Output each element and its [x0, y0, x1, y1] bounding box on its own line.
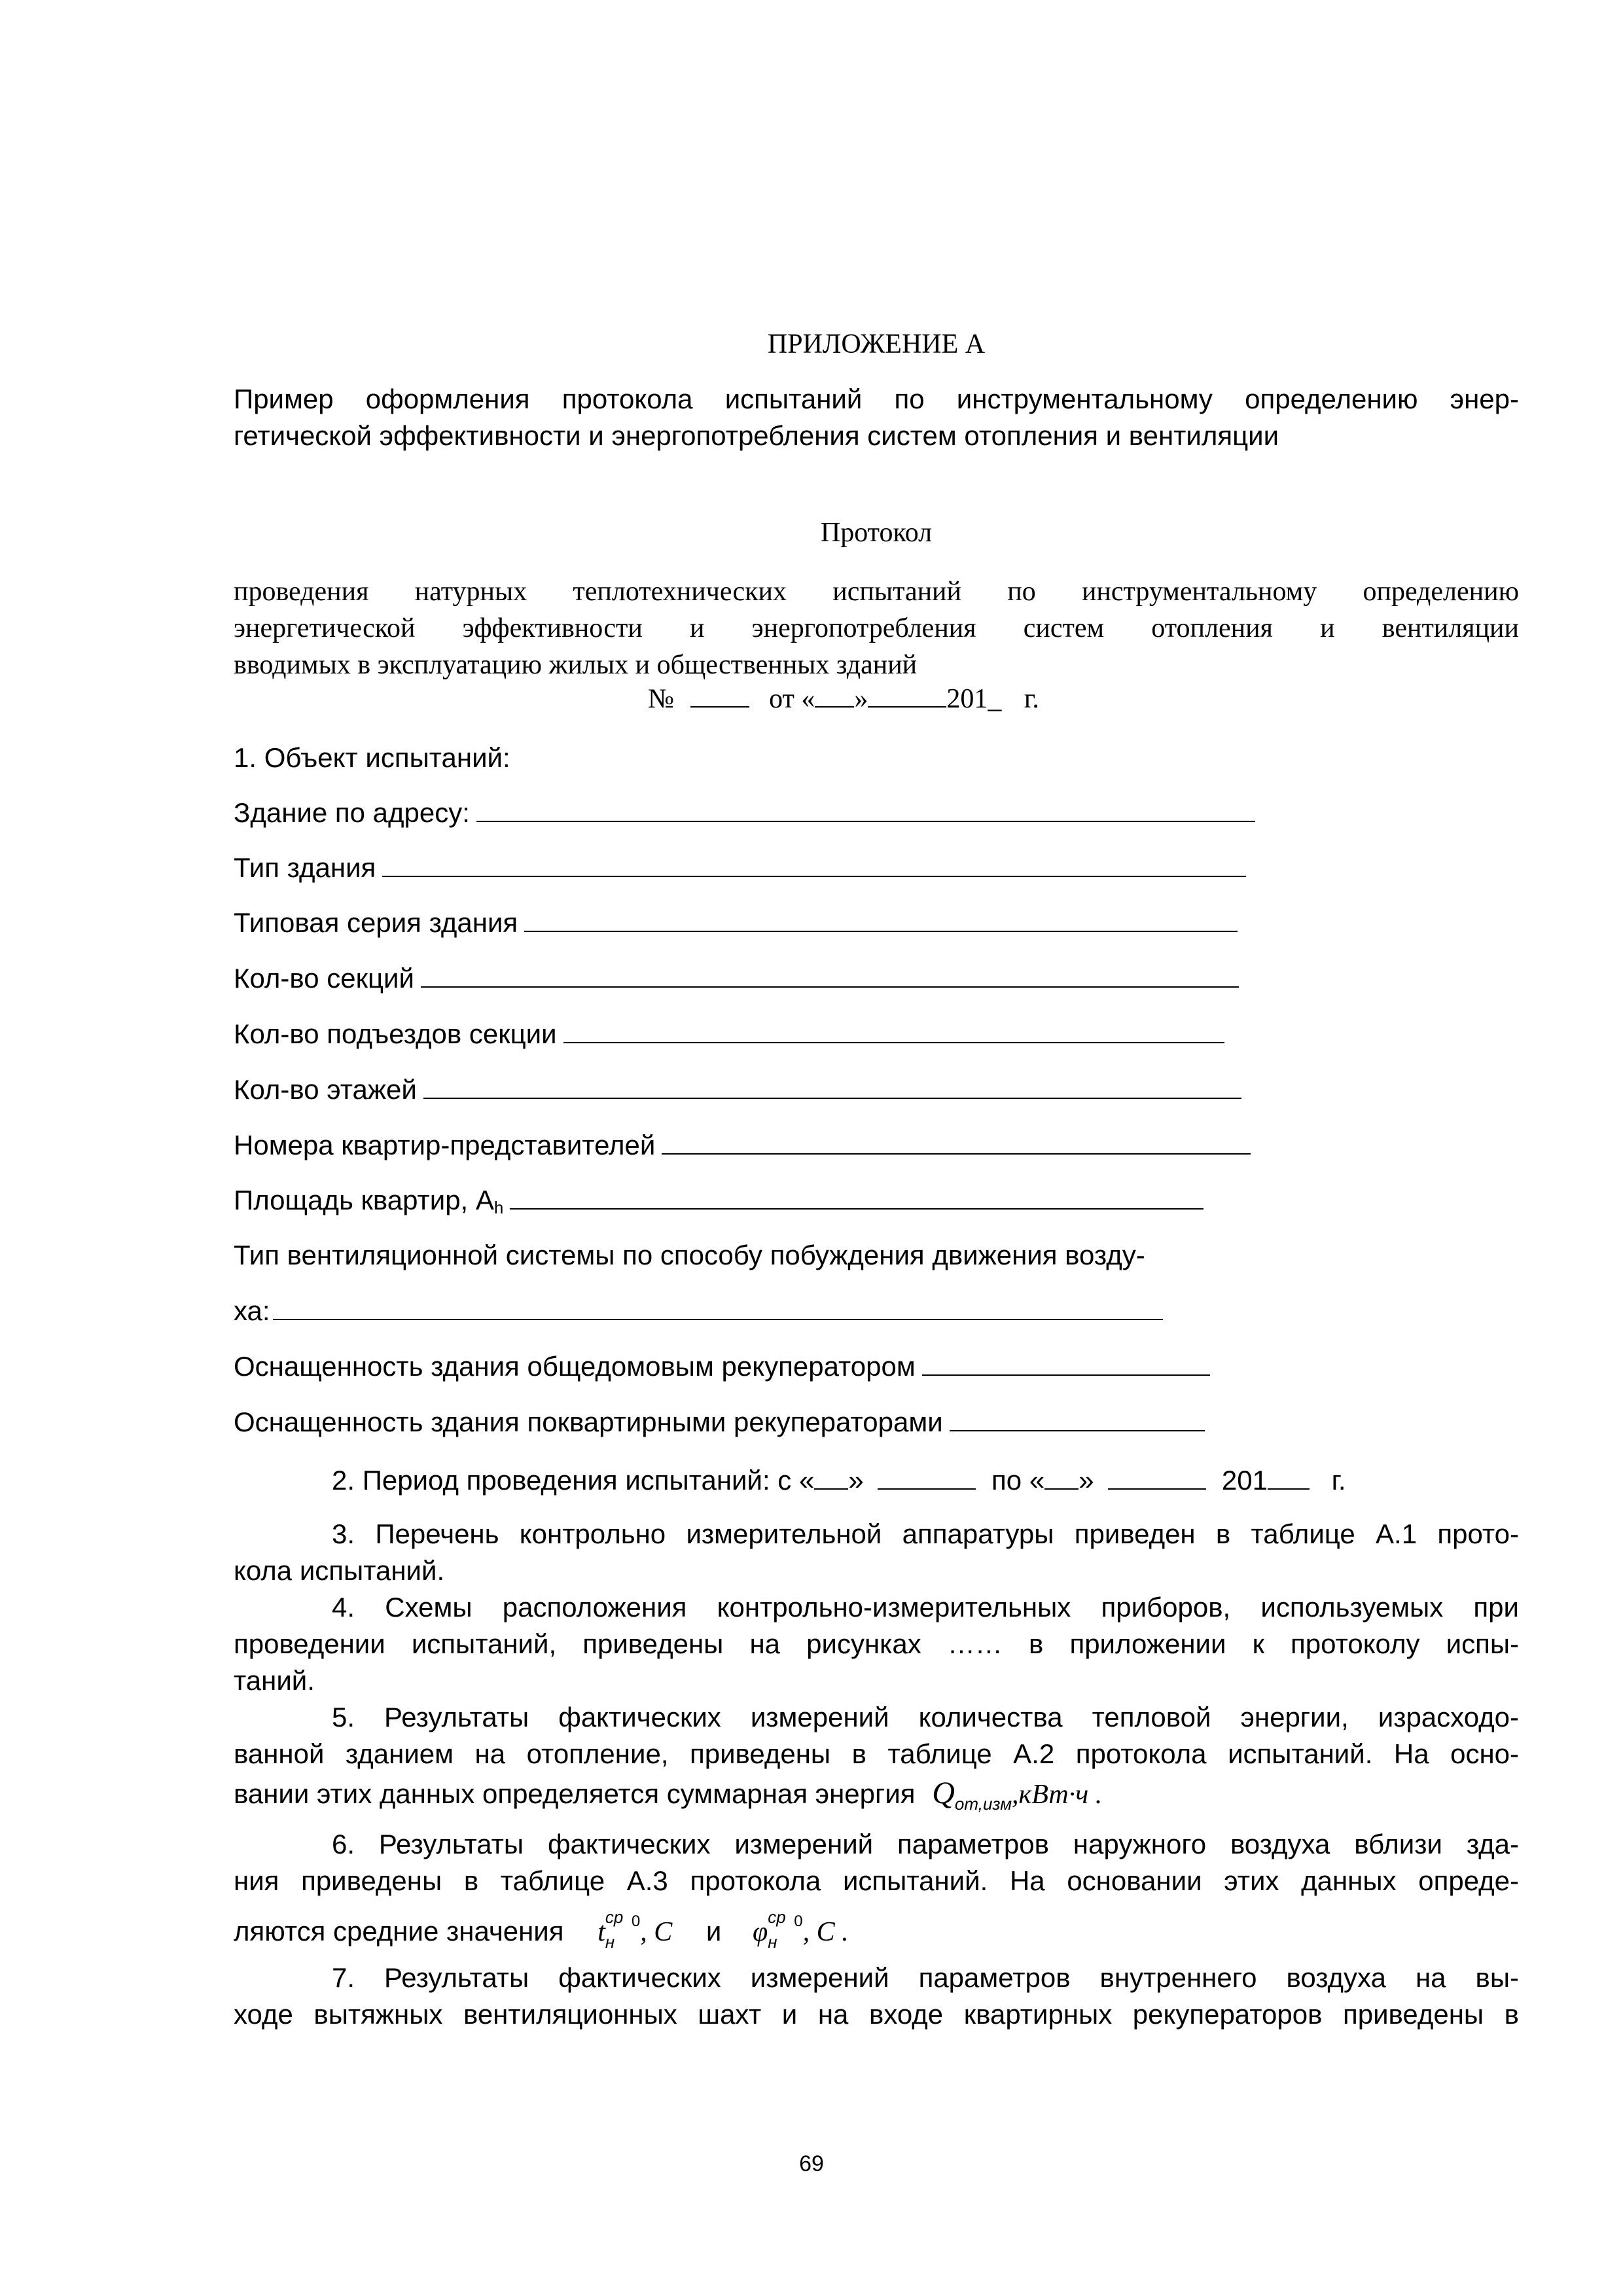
formula-q-unit: ,кВт·ч . [1012, 1780, 1103, 1810]
period-quote: » [1079, 1465, 1094, 1496]
formula-phi-sub: н [768, 1932, 777, 1952]
year-suffix: г. [1024, 684, 1039, 714]
period-year: 201 [1221, 1465, 1268, 1496]
month-blank [868, 681, 946, 708]
formula-q-subscript: от,изм [954, 1794, 1012, 1814]
field-common-recuperator [234, 1348, 1210, 1385]
item-line-with-formula [234, 1899, 1519, 1954]
item-3 [234, 1516, 1519, 1589]
field-label: Типовая серия здания [234, 907, 518, 938]
field-series [234, 905, 1238, 941]
formula-phi-indices [768, 1907, 794, 1952]
apartments-blank [662, 1127, 1251, 1155]
period-text: 2. Период проведения испытаний: с « [332, 1465, 815, 1496]
field-label: Кол-во секций [234, 963, 414, 994]
item-line: ванной зданием на отопление, приведены в таблице А.2 протокола испытаний. На осно- [234, 1738, 1519, 1769]
area-subscript: h [493, 1198, 504, 1217]
field-label: Тип здания [234, 852, 376, 883]
field-building-type [234, 850, 1246, 886]
intro-paragraph [234, 381, 1519, 454]
field-label: Номера квартир-представителей [234, 1130, 656, 1160]
item-line: кола испытаний. [234, 1555, 445, 1586]
from-label: от « [769, 684, 815, 714]
floors-blank [423, 1071, 1241, 1099]
period-po: по « [991, 1465, 1045, 1496]
period-quote: » [848, 1465, 864, 1496]
page-number: 69 [799, 2151, 824, 2176]
formula-t [597, 1899, 672, 1954]
period-g: г. [1331, 1465, 1346, 1496]
item-text: вании этих данных определяется суммарная энергия [234, 1778, 916, 1809]
item-line-with-formula [234, 1772, 1519, 1825]
item-line: 3. Перечень контрольно измерительной аппаратуры приведен в таблице А.1 прото- [332, 1518, 1519, 1549]
item-line: проведении испытаний, приведены на рисунках …… в приложении к протоколу испы- [234, 1628, 1519, 1659]
period-day-from-blank [814, 1463, 848, 1490]
field-floors [234, 1071, 1241, 1108]
formula-t-sub: н [605, 1932, 615, 1952]
intro-line: Пример оформления протокола испытаний по инструментальному определению энер- [234, 384, 1519, 414]
number-blank [690, 681, 749, 708]
day-blank [815, 681, 854, 708]
item-7 [234, 1960, 1519, 2033]
year-label: 201_ [946, 684, 1002, 714]
series-blank [524, 905, 1238, 932]
item-text: ляются средние значения [234, 1916, 564, 1946]
field-label: Здание по адресу: [234, 797, 470, 828]
item-line: ходе вытяжных вентиляционных шахт и на входе квартирных рекуператоров приведены в [234, 1999, 1519, 2030]
field-label: Оснащенность здания поквартирными рекуператорами [234, 1407, 943, 1437]
field-address [234, 795, 1255, 831]
intro-line: гетической эффективности и энергопотребления систем отопления и вентиляции [234, 420, 1279, 451]
sections-blank [421, 960, 1239, 988]
formula-phi-degree: 0 [794, 1912, 803, 1930]
item-5 [234, 1699, 1519, 1825]
formula-t-indices [605, 1907, 632, 1952]
field-ventilation-cont [234, 1293, 1163, 1329]
formula-t-degree: 0 [631, 1912, 641, 1930]
field-label: Кол-во подъездов секции [234, 1018, 557, 1049]
item-line: 4. Схемы расположения контрольно-измерительных приборов, используемых при [332, 1592, 1519, 1623]
number-sign: № [648, 684, 675, 714]
address-blank [476, 795, 1255, 822]
protocol-title: Протокол [820, 518, 933, 548]
formula-q: Q [932, 1776, 955, 1810]
formula-phi-sup: ср [768, 1907, 786, 1927]
protocol-desc-line: энергетической эффективности и энергопотребления систем отопления и вентиляции [234, 613, 1519, 643]
item-line: таний. [234, 1665, 315, 1696]
item-line: 6. Результаты фактических измерений параметров наружного воздуха вблизи зда- [332, 1829, 1519, 1859]
item-line: 5. Результаты фактических измерений количества тепловой энергии, израсходо- [332, 1702, 1519, 1732]
formula-phi-unit: , C . [802, 1917, 849, 1947]
protocol-desc-line: проведения натурных теплотехнических испытаний по инструментальному определению [234, 577, 1519, 607]
field-area [234, 1182, 1204, 1226]
area-blank [510, 1182, 1204, 1210]
protocol-number-line [648, 681, 1039, 717]
ventilation-blank [273, 1293, 1163, 1320]
formula-phi-symbol: φ [753, 1917, 768, 1947]
field-entrances [234, 1016, 1224, 1052]
type-blank [382, 850, 1246, 877]
field-label: ха: [234, 1295, 270, 1326]
formula-t-unit: , C [640, 1917, 673, 1947]
field-label: Кол-во этажей [234, 1074, 417, 1105]
apt-recuperators-blank [950, 1404, 1205, 1431]
formula-t-sup: ср [605, 1907, 624, 1927]
formula-phi [753, 1899, 849, 1954]
protocol-description [234, 573, 1519, 683]
field-ventilation [234, 1237, 1145, 1274]
field-label: Площадь квартир, A [234, 1185, 494, 1215]
period-day-to-blank [1044, 1463, 1079, 1490]
formula-and: и [705, 1916, 722, 1946]
field-sections [234, 960, 1239, 997]
field-apt-recuperators [234, 1404, 1205, 1441]
appendix-title: ПРИЛОЖЕНИЕ А [767, 329, 986, 359]
field-label: Тип вентиляционной системы по способу побуждения движения возду- [234, 1240, 1145, 1270]
field-label: Оснащенность здания общедомовым рекуператором [234, 1351, 916, 1382]
formula-t-symbol: t [597, 1917, 605, 1947]
field-apartments [234, 1127, 1251, 1164]
period-month-to-blank [1108, 1463, 1206, 1490]
item-line: ния приведены в таблице А.3 протокола испытаний. На основании этих данных опреде- [234, 1865, 1519, 1896]
entrances-blank [563, 1016, 1224, 1043]
period-line [332, 1462, 1346, 1499]
section-1-title: 1. Объект испытаний: [234, 742, 510, 773]
period-year-blank [1268, 1463, 1310, 1490]
common-recuperator-blank [922, 1348, 1210, 1376]
item-line: 7. Результаты фактических измерений параметров внутреннего воздуха на вы- [332, 1962, 1519, 1993]
item-6 [234, 1826, 1519, 1954]
period-month-from-blank [878, 1463, 976, 1490]
close-quote: » [854, 684, 868, 714]
item-4 [234, 1589, 1519, 1699]
protocol-desc-line: вводимых в эксплуатацию жилых и общественных зданий [234, 650, 918, 680]
